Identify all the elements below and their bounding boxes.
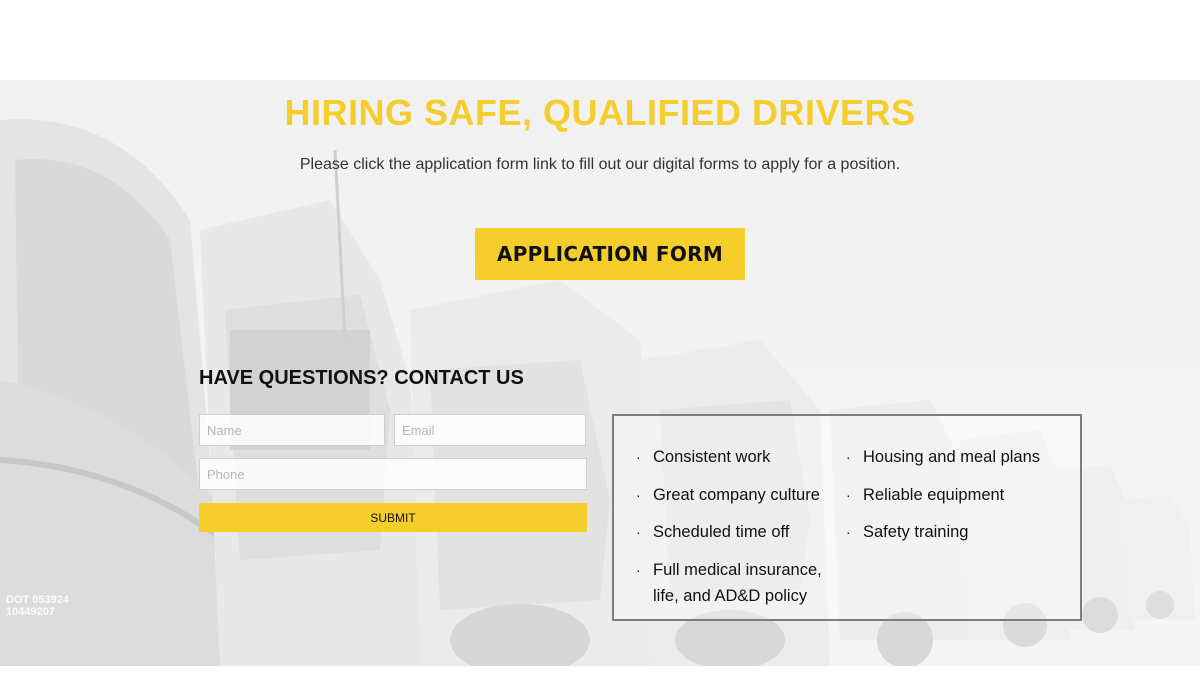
page-title: HIRING SAFE, QUALIFIED DRIVERS — [284, 92, 916, 133]
bullet-icon: · — [846, 524, 851, 540]
email-input[interactable] — [394, 414, 586, 446]
application-form-button[interactable]: APPLICATION FORM — [475, 228, 745, 280]
truck-marking: 10449207 — [6, 606, 55, 618]
benefit-item — [636, 519, 836, 545]
bullet-icon: · — [846, 449, 851, 465]
bullet-icon: · — [636, 449, 641, 465]
benefit-item — [846, 444, 1066, 470]
name-input[interactable] — [199, 414, 385, 446]
bullet-icon: · — [636, 486, 641, 503]
contact-heading: HAVE QUESTIONS? CONTACT US — [199, 367, 524, 389]
benefit-label: Housing and meal plans — [863, 448, 1041, 466]
submit-button[interactable]: SUBMIT — [199, 503, 587, 532]
benefits-list-left — [636, 444, 836, 620]
benefit-item — [636, 557, 836, 609]
benefit-label: Great company culture — [653, 485, 820, 504]
benefit-item — [846, 482, 1066, 508]
benefits-box — [612, 414, 1082, 621]
phone-input[interactable] — [199, 458, 587, 490]
bullet-icon: · — [846, 486, 851, 503]
page-subtitle: Please click the application form link to fill out our digital forms to apply for a position. — [299, 156, 901, 173]
benefits-list-right — [846, 444, 1066, 557]
benefit-item — [636, 482, 836, 508]
bullet-icon: · — [636, 561, 641, 578]
benefit-item — [636, 444, 836, 470]
benefit-label: Full medical insurance, life, and AD&D policy — [653, 560, 822, 605]
benefit-label: Safety training — [863, 523, 969, 541]
benefit-label: Consistent work — [653, 448, 771, 466]
benefit-item — [846, 519, 1066, 545]
truck-marking: DOT 053924 — [6, 594, 69, 606]
bullet-icon: · — [636, 524, 641, 540]
benefit-label: Scheduled time off — [653, 523, 790, 541]
benefit-label: Reliable equipment — [863, 485, 1005, 504]
